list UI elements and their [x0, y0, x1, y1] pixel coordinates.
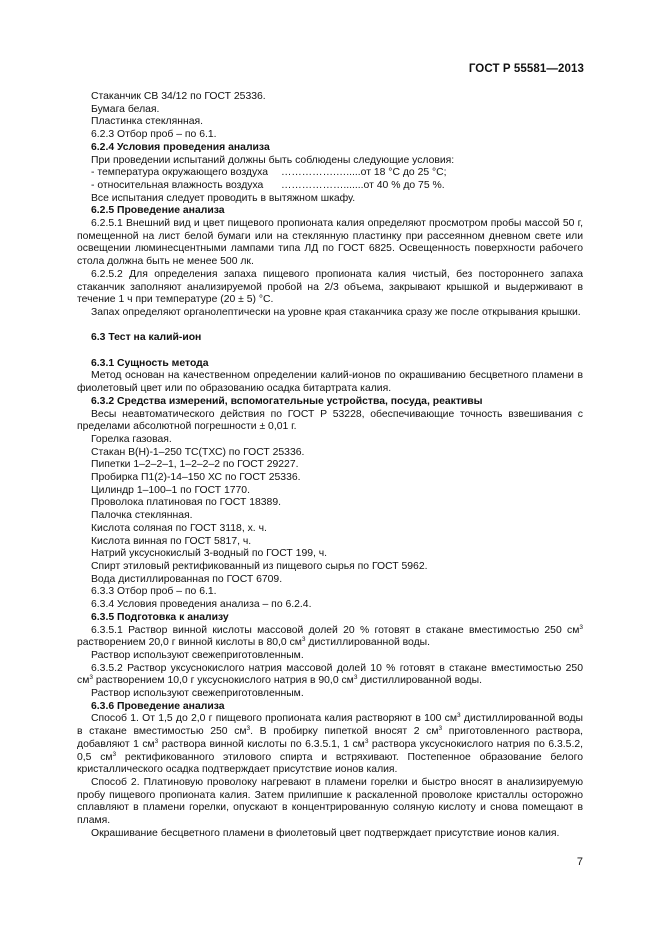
equipment-item: Палочка стеклянная. [91, 510, 193, 522]
document-header: ГОСТ Р 55581—2013 [468, 63, 584, 75]
equipment-item: Пипетки 1–2–2–1, 1–2–2–2 по ГОСТ 29227. [91, 459, 299, 471]
paragraph: 6.3.5.2 Раствор уксуснокислого натрия массовой долей 10 % готовят в стакане вместимостью 250 $см^3$ растворением 10,0 г уксуснокислого натрия в 90,0 $см^3$ дистиллированной воды. [77, 662, 583, 687]
paragraph: Способ 2. Платиновую проволоку нагревают в пламени горелки и быстро вносят в анализируемую пробу пищевого пропионата калия. Затем прилипшие к раскаленной проволоке кристаллы осторожно сплавляют в пламени горелки, опускают в концентрированную соляную кислоту и снова помещают в пламя. [77, 776, 583, 827]
equipment-item: Спирт этиловый ректификованный из пищевого сырья по ГОСТ 5962. [91, 560, 428, 572]
condition-label: - температура окружающего воздуха [91, 167, 269, 179]
equipment-item: Стакан В(Н)-1–250 ТС(ТХС) по ГОСТ 25336. [91, 446, 305, 458]
section-heading: 6.2.4 Условия проведения анализа [91, 141, 270, 153]
paragraph: 6.2.5.2 Для определения запаха пищевого пропионата калия чистый, без постороннего запаха стаканчик заполняют анализируемой пробой на 2/3 объема, закрывают крышкой и выдерживают в течение 1 ч при температуре (20 ± 5) °С. [77, 268, 583, 306]
condition-value: ……………….......от 40 % до 75 %. [281, 179, 445, 191]
equipment-item: Кислота винная по ГОСТ 5817, ч. [91, 535, 252, 547]
condition-row [77, 180, 583, 193]
equipment-item: Натрий уксуснокислый 3-водный по ГОСТ 199, ч. [91, 548, 328, 560]
paragraph: Весы неавтоматического действия по ГОСТ Р 53228, обеспечивающие точность взвешивания с пределами абсолютной погрешности ± 0,01 г. [77, 408, 583, 433]
section-heading: 6.3.1 Сущность метода [91, 357, 209, 369]
text-line: Стаканчик СВ 34/12 по ГОСТ 25336. [91, 91, 266, 102]
document-body [77, 91, 583, 840]
equipment-item: Цилиндр 1–100–1 по ГОСТ 1770. [91, 484, 250, 496]
text-line: Все испытания следует проводить в вытяжном шкафу. [91, 192, 356, 204]
text-line: 6.3.3 Отбор проб – по 6.1. [91, 586, 217, 598]
condition-row [77, 167, 583, 180]
text-line: Раствор используют свежеприготовленным. [91, 688, 304, 700]
paragraph: 6.2.5.1 Внешний вид и цвет пищевого пропионата калия определяют просмотром пробы массой 50 г, помещенной на лист белой бумаги или на стеклянную пластинку при рассеянном дневном свете или освещении люминесцентными лампами типа ЛД по ГОСТ 6825. Освещенность поверхности рабочего стола должна быть не менее 500 лк. [77, 218, 583, 268]
paragraph: Окрашивание бесцветного пламени в фиолетовый цвет подтверждает присутствие ионов калия. [91, 827, 560, 839]
condition-value: …………….….....от 18 °С до 25 °С; [281, 167, 447, 179]
page-number: 7 [576, 856, 583, 868]
paragraph: 6.3.5.1 Раствор винной кислоты массовой долей 20 % готовят в стакане вместимостью 250 $см^3$ растворением 20,0 г винной кислоты в 80,0 $см^3$ дистиллированной воды. [77, 623, 583, 649]
section-heading: 6.3.5 Подготовка к анализу [91, 611, 229, 623]
text-line: Пластинка стеклянная. [91, 116, 203, 128]
equipment-item: Вода дистиллированная по ГОСТ 6709. [91, 573, 283, 585]
paragraph: Запах определяют органолептически на уровне края стаканчика сразу же после открывания крышки. [91, 306, 581, 318]
text-line: При проведении испытаний должны быть соблюдены следующие условия: [91, 154, 455, 166]
equipment-item: Пробирка П1(2)-14–150 ХС по ГОСТ 25336. [91, 472, 301, 484]
equipment-item: Кислота соляная по ГОСТ 3118, х. ч. [91, 522, 267, 534]
section-heading: 6.2.5 Проведение анализа [91, 205, 225, 217]
paragraph: Метод основан на качественном определении калий-ионов по окрашиванию бесцветного пламени в фиолетовый цвет или по образованию осадка битартрата калия. [77, 370, 583, 395]
equipment-item: Горелка газовая. [91, 433, 172, 445]
text-line: 6.3.4 Условия проведения анализа – по 6.2.4. [91, 599, 312, 611]
condition-label: - относительная влажность воздуха [91, 179, 264, 191]
equipment-item: Проволока платиновая по ГОСТ 18389. [91, 497, 281, 509]
section-heading: 6.3.2 Средства измерений, вспомогательные устройства, посуда, реактивы [91, 395, 483, 407]
text-line: Раствор используют свежеприготовленным. [91, 649, 304, 661]
text-line: 6.2.3 Отбор проб – по 6.1. [91, 129, 217, 141]
section-heading: 6.3 Тест на калий-ион [91, 332, 202, 344]
paragraph: Способ 1. От 1,5 до 2,0 г пищевого пропионата калия растворяют в 100 $см^3$ дистиллированной воды в стакане вместимостью 250 $см^3$. В пробирку пипеткой вносят 2 $см^3$ приготовленного раствора, добавляют 1 $см^3$ раствора винной кислоты по 6.3.5.1, 1 $см^3$ раствора уксуснокислого натрия по 6.3.5.2, 0,5 $см^3$ ректификованного этилового спирта и встряхивают. Постепенное образование белого кристаллического осадка подтверждает присутствие ионов калия. [77, 712, 584, 776]
section-heading: 6.3.6 Проведение анализа [91, 700, 225, 712]
text-line: Бумага белая. [91, 103, 160, 115]
